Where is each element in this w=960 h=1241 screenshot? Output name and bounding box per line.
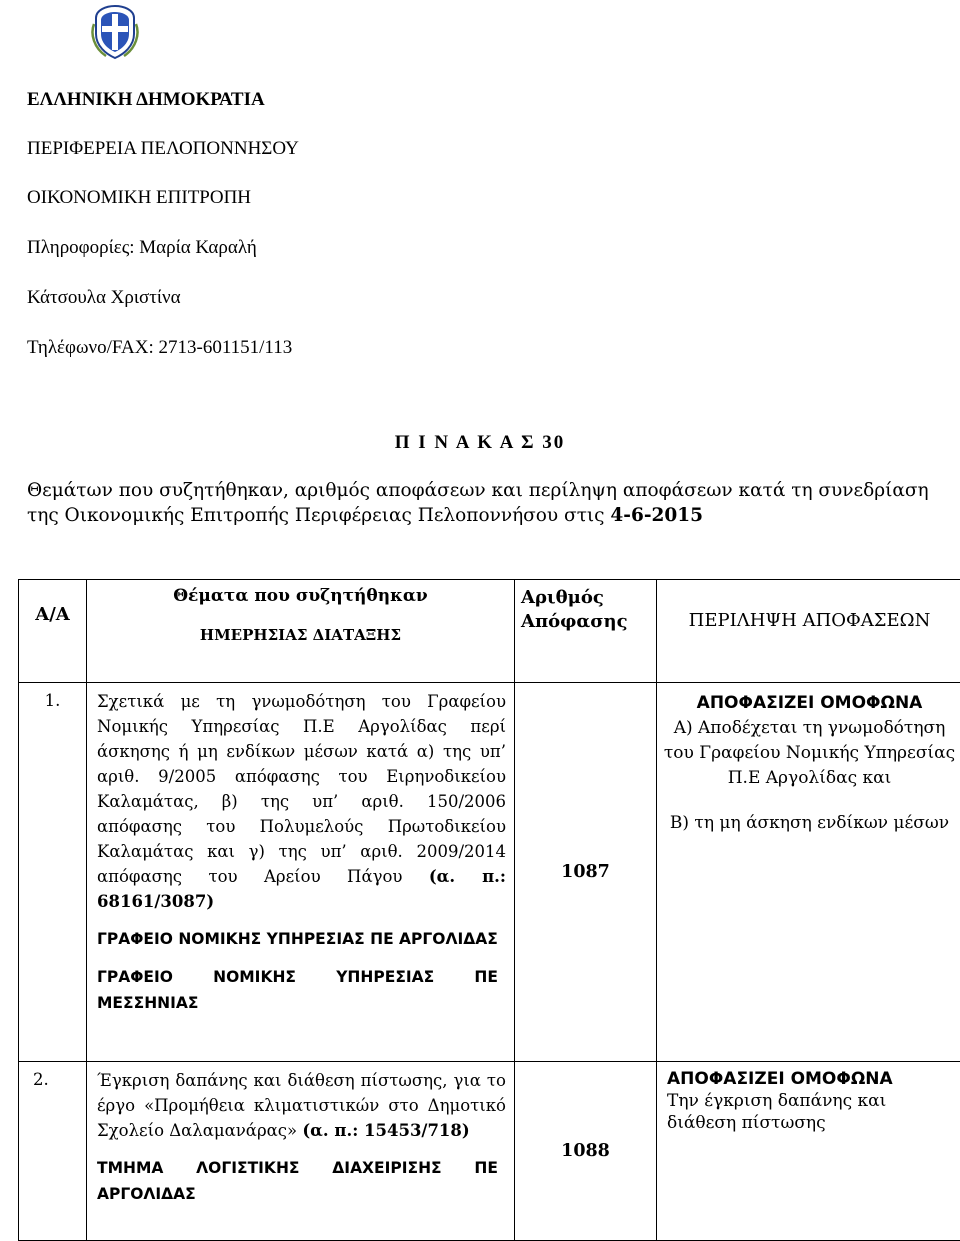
row-number: 2. bbox=[19, 1062, 87, 1241]
summary-title: ΑΠΟΦΑΣΙΖΕΙ ΟΜΟΦΩΝΑ bbox=[667, 1068, 956, 1090]
summary-part-a: Την έγκριση δαπάνης και διάθεση πίστωσης bbox=[667, 1090, 956, 1134]
row-topic-text: Σχετικά με τη γνωμοδότηση του Γραφείου Νομικής Υπηρεσίας Π.Ε Αργολίδας περί άσκησης ή μη ενδίκων μέσων κατά α) της υπ’ αριθ. 9/2005 απόφασης του Ειρηνοδικείου Καλαμάτας, β) της υπ’ αριθ. 150/2006 απόφασης του Πολυμελούς Πρωτοδικείου Καλαμάτας και γ) της υπ’ αριθ. 2009/2014 απόφασης του Αρείου Πάγου (α. π.: 68161/3087) bbox=[97, 689, 506, 914]
session-date: 4-6-2015 bbox=[610, 505, 703, 526]
summary-title: ΑΠΟΦΑΣΙΖΕΙ ΟΜΟΦΩΝΑ bbox=[663, 691, 956, 716]
row-decision-number: 1087 bbox=[515, 683, 657, 1062]
summary-part-b: Β) τη μη άσκηση ενδίκων μέσων bbox=[663, 811, 956, 836]
header-agenda-label: ΗΜΕΡΗΣΙΑΣ ΔΙΑΤΑΞΗΣ bbox=[87, 626, 514, 644]
header-aa: Α/Α bbox=[19, 580, 87, 683]
row-number: 1. bbox=[19, 683, 87, 1062]
row-topic bbox=[87, 683, 515, 1062]
decisions-table bbox=[18, 579, 960, 1241]
header-line-republic: ΕΛΛΗΝΙΚΗ ΔΗΜΟΚΡΑΤΙΑ bbox=[27, 89, 265, 111]
intro-line-2: της Οικονομικής Επιτροπής Περιφέρειας Πελοποννήσου στις 4-6-2015 bbox=[27, 504, 703, 528]
intro-line-1: Θεμάτων που συζητήθηκαν, αριθμός αποφάσεων και περίληψη αποφάσεων κατά τη συνεδρίαση bbox=[27, 479, 929, 503]
header-line-phone: Τηλέφωνο/FAX: 2713-601151/113 bbox=[27, 337, 292, 359]
table-row bbox=[19, 1062, 960, 1241]
row-office: ΤΜΗΜΑ ΛΟΓΙΣΤΙΚΗΣ ΔΙΑΧΕΙΡΙΣΗΣ ΠΕ ΑΡΓΟΛΙΔΑΣ bbox=[97, 1155, 506, 1207]
header-summary: ΠΕΡΙΛΗΨΗ ΑΠΟΦΑΣΕΩΝ bbox=[657, 580, 960, 683]
header-topics bbox=[87, 580, 515, 683]
header-line-info: Πληροφορίες: Μαρία Καραλή bbox=[27, 237, 257, 259]
document-title: Π Ι Ν Α Κ Α Σ 30 bbox=[0, 432, 960, 454]
row-office: ΓΡΑΦΕΙΟ ΝΟΜΙΚΗΣ ΥΠΗΡΕΣΙΑΣ ΠΕ ΑΡΓΟΛΙΔΑΣ bbox=[97, 926, 506, 952]
row-topic-text: Έγκριση δαπάνης και διάθεση πίστωσης, για το έργο «Προμήθεια κλιματιστικών στο Δημοτικό Σχολείο Δαλαμανάρας» (α. π.: 15453/718) bbox=[97, 1068, 506, 1143]
table-row bbox=[19, 683, 960, 1062]
row-topic bbox=[87, 1062, 515, 1241]
summary-part-a: Α) Αποδέχεται τη γνωμοδότηση του Γραφείου Νομικής Υπηρεσίας Π.Ε Αργολίδας και bbox=[663, 716, 956, 791]
header-topics-label: Θέματα που συζητήθηκαν bbox=[87, 586, 514, 606]
header-line-committee: ΟΙΚΟΝΟΜΙΚΗ ΕΠΙΤΡΟΠΗ bbox=[27, 187, 251, 209]
row-decision-number: 1088 bbox=[515, 1062, 657, 1241]
row-summary bbox=[657, 683, 960, 1062]
table-header-row bbox=[19, 580, 960, 683]
row-reference: (α. π.: 15453/718) bbox=[302, 1121, 469, 1140]
header-line-region: ΠΕΡΙΦΕΡΕΙΑ ΠΕΛΟΠΟΝΝΗΣΟΥ bbox=[27, 138, 299, 160]
greek-emblem-icon bbox=[90, 4, 140, 60]
header-decision-number: Αριθμός Απόφασης bbox=[515, 580, 657, 683]
row-office: ΓΡΑΦΕΙΟ ΝΟΜΙΚΗΣ ΥΠΗΡΕΣΙΑΣ ΠΕ ΜΕΣΣΗΝΙΑΣ bbox=[97, 964, 506, 1016]
row-reference: (α. π.: 68161/3087) bbox=[97, 867, 506, 911]
row-summary bbox=[657, 1062, 960, 1241]
header-line-contact-name: Κάτσουλα Χριστίνα bbox=[27, 287, 181, 309]
